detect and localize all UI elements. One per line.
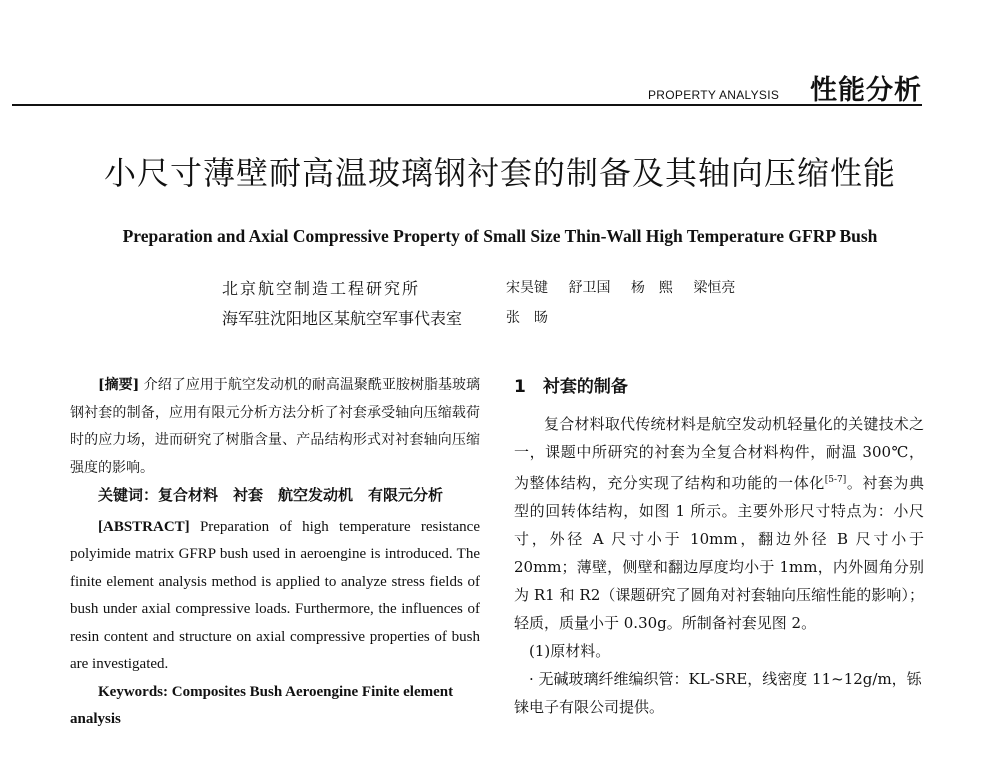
abstract-en [70,514,480,679]
author-row [222,302,751,332]
author-institution: 北京航空制造工程研究所 [222,278,421,298]
sub-item: · 无碱玻璃纤维编织管：KL-SRE，线密度 11~12g/m，铄铼电子有限公司提供。 [514,670,922,716]
sub-item: (1)原材料。 [529,642,611,660]
keywords-cn-text: 复合材料 衬套 航空发动机 有限元分析 [158,486,444,504]
abstract-cn-text: 介绍了应用于航空发动机的耐高温聚酰亚胺树脂基玻璃钢衬套的制备，应用有限元分析方法分析了衬套承受轴向压缩载荷时的应力场，进而研究了树脂含量、产品结构形式对衬套轴向压缩强度的影响。 [70,377,481,476]
author-names [506,307,564,327]
citation-ref: [5-7] [824,475,847,485]
keywords-cn [70,482,480,510]
left-column [70,372,480,734]
author-row [222,272,751,302]
keywords-en [70,679,480,734]
author-name: 梁恒亮 [693,280,736,296]
abstract-en-text: Preparation of high temperature resistance polyimide matrix GFRP bush used in aeroengine is introduced. The finite element analysis method is applied to analyze stress fields of bush under axial compressive loads. Furthermore, the influences of resin content and structure on axial compressive properties of bush are investigated. [70,518,480,672]
section-heading: 1 衬套的制备 [514,377,628,397]
keywords-cn-label: 关键词： [98,486,159,504]
paragraph-text: 复合材料取代传统材料是航空发动机轻量化的关键技术之一，课题中所研究的衬套为全复合材料构件，耐温 300℃，为整体结构，充分实现了结构和功能的一体化 [514,415,924,492]
section-paragraph [514,410,924,637]
author-name: 宋昊键 [506,280,548,296]
author-name: 舒卫国 [568,280,611,296]
header-section-en: PROPERTY ANALYSIS [648,88,780,102]
abstract-en-label: [ABSTRACT] [98,518,190,535]
header-rule [12,104,922,106]
abstract-cn [70,372,480,482]
keywords-en-label: Keywords: [98,683,168,700]
author-names [506,277,751,297]
author-institution: 海军驻沈阳地区某航空军事代表室 [222,308,463,328]
author-name: 杨 熙 [630,280,673,296]
keywords-en-text: Composites Bush Aeroengine Finite element analysis [70,683,454,727]
paper-title-en: Preparation and Axial Compressive Property of Small Size Thin-Wall High Temperature GFRP Bush [122,226,878,246]
right-column [514,372,924,721]
author-name: 张 旸 [506,310,548,326]
author-block [222,272,751,332]
paragraph-text: 。衬套为典型的回转体结构，如图 1 所示。主要外形尺寸特点为：小尺寸，外径 A 尺寸小于 10mm，翻边外径 B 尺寸小于 20mm；薄壁，侧壁和翻边厚度均小于 1mm，内外圆角分别为 R1 和 R2（课题研究了圆角对衬套轴向压缩性能的影响）；轻质，质量小于 0.30g。所制备衬套见图 2。 [514,474,924,632]
paper-title-cn: 小尺寸薄壁耐高温玻璃钢衬套的制备及其轴向压缩性能 [103,154,896,192]
header-section-cn: 性能分析 [810,75,922,106]
abstract-cn-label: [摘要] [98,377,140,393]
